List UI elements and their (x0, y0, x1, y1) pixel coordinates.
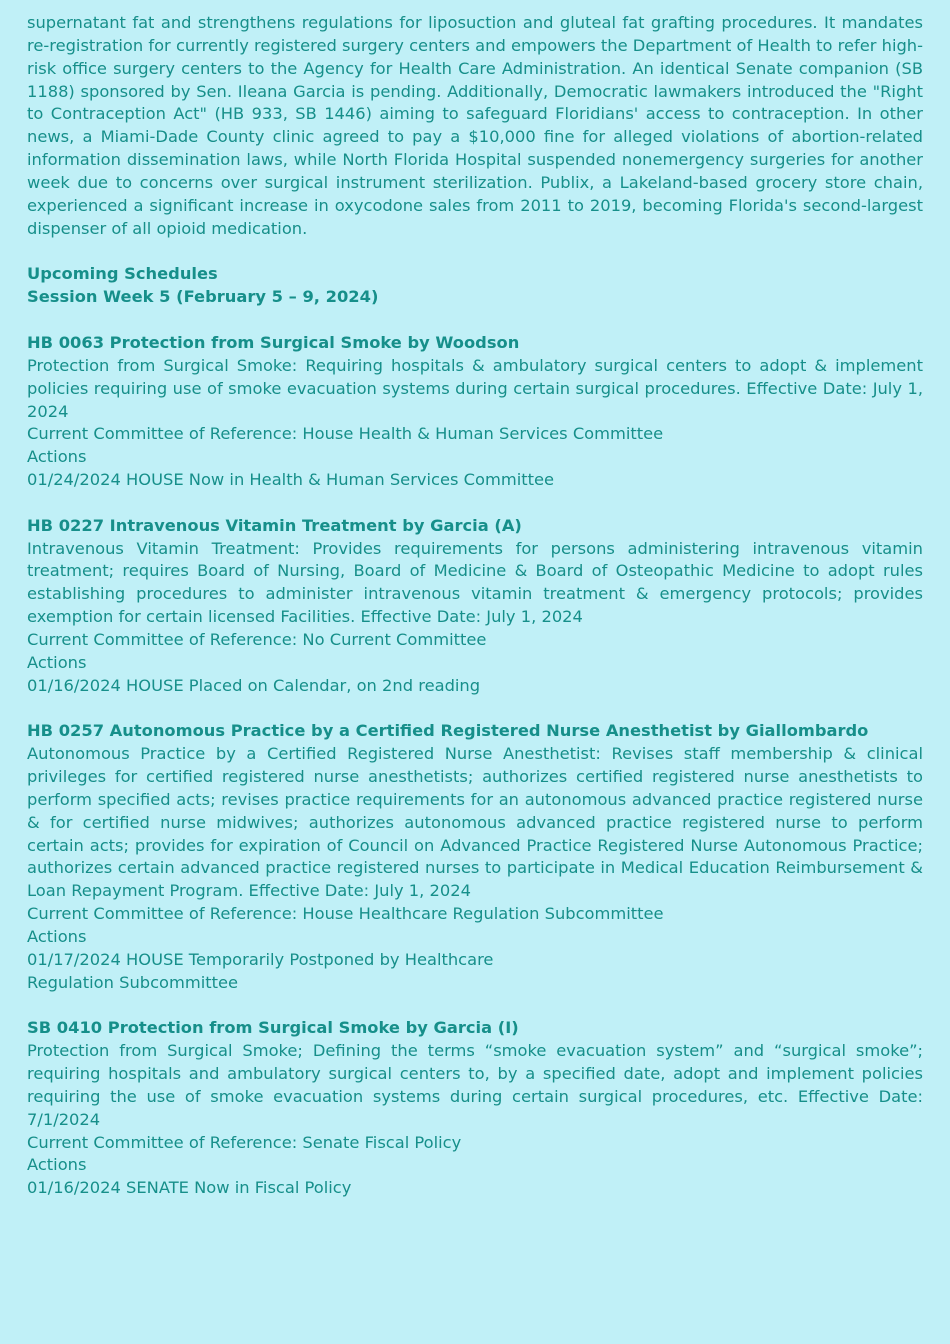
bill-committee: Current Committee of Reference: House Healthcare Regulation Subcommittee (27, 904, 664, 924)
bill-action: 01/17/2024 HOUSE Temporarily Postponed by Healthcare Regulation Subcommittee (27, 949, 494, 992)
bill-sb0410 (27, 1017, 923, 1200)
bill-description: Intravenous Vitamin Treatment: Provides requirements for persons administering intravenous vitamin treatment; requires Board of Nursing, Board of Medicine & Board of Osteopathic Medicine to adopt rules establishing procedures to administer intravenous vitamin treatment & emergency protocols; provides exemption for certain licensed Facilities. Effective Date: July 1, 2024 (27, 538, 923, 627)
bill-title: SB 0410 Protection from Surgical Smoke by Garcia (I) (27, 1018, 519, 1038)
bill-description: Protection from Surgical Smoke: Requiring hospitals & ambulatory surgical centers to adopt & implement policies requiring use of smoke evacuation systems during certain surgical procedures. Effective Date: July 1, 2024 (27, 355, 923, 421)
bill-title: HB 0227 Intravenous Vitamin Treatment by Garcia (A) (27, 515, 522, 535)
bill-hb0227 (27, 515, 923, 698)
bill-action: 01/16/2024 HOUSE Placed on Calendar, on 2nd reading (27, 675, 481, 695)
bill-action: 01/24/2024 HOUSE Now in Health & Human Services Committee (27, 470, 555, 490)
bill-committee: Current Committee of Reference: No Current Committee (27, 629, 487, 649)
intro-paragraph: supernatant fat and strengthens regulations for liposuction and gluteal fat grafting procedures. It mandates re-registration for currently registered surgery centers and empowers the Department of Health to refer high-risk office surgery centers to the Agency for Health Care Administration. An identical Senate companion (SB 1188) sponsored by Sen. Ileana Garcia is pending. Additionally, Democratic lawmakers introduced the "Right to Contraception Act" (HB 933, SB 1446) aiming to safeguard Floridians' access to contraception. In other news, a Miami-Dade County clinic agreed to pay a $10,000 fine for alleged violations of abortion-related information dissemination laws, while North Florida Hospital suspended nonemergency surgeries for another week due to concerns over surgical instrument sterilization. Publix, a Lakeland-based grocery store chain, experienced a significant increase in oxycodone sales from 2011 to 2019, becoming Florida's second-largest dispenser of all opioid medication. (27, 13, 923, 238)
bill-actions-label: Actions (27, 447, 87, 467)
bill-actions-label: Actions (27, 926, 87, 946)
session-week: Session Week 5 (February 5 – 9, 2024) (27, 287, 379, 307)
bill-description: Protection from Surgical Smoke; Defining the terms “smoke evacuation system” and “surgical smoke”; requiring hospitals and ambulatory surgical centers to, by a specified date, adopt and implement policies requiring the use of smoke evacuation systems during certain surgical procedures, etc. Effective Date: 7/1/2024 (27, 1041, 923, 1129)
bill-action: 01/16/2024 SENATE Now in Fiscal Policy (27, 1178, 352, 1198)
bill-committee: Current Committee of Reference: Senate Fiscal Policy (27, 1132, 462, 1152)
bill-description: Autonomous Practice by a Certified Registered Nurse Anesthetist: Revises staff membership & clinical privileges for certified registered nurse anesthetists; authorizes certified registered nurse anesthetists to perform specified acts; revises practice requirements for an autonomous advanced practice registered nurse & for certified nurse midwives; authorizes autonomous advanced practice registered nurse to perform certain acts; provides for expiration of Council on Advanced Practice Registered Nurse Autonomous Practice; authorizes certain advanced practice registered nurses to participate in Medical Education Reimbursement & Loan Repayment Program. Effective Date: July 1, 2024 (27, 744, 923, 901)
schedule-header (27, 263, 923, 309)
schedule-heading: Upcoming Schedules (27, 264, 218, 284)
bill-actions-label: Actions (27, 652, 87, 672)
bill-title: HB 0063 Protection from Surgical Smoke by Woodson (27, 332, 520, 352)
bill-actions-label: Actions (27, 1155, 87, 1175)
bill-title: HB 0257 Autonomous Practice by a Certified Registered Nurse Anesthetist by Giallombardo (27, 721, 869, 741)
bill-hb0257 (27, 720, 923, 994)
bill-hb0063 (27, 332, 923, 492)
bill-committee: Current Committee of Reference: House Health & Human Services Committee (27, 424, 664, 444)
